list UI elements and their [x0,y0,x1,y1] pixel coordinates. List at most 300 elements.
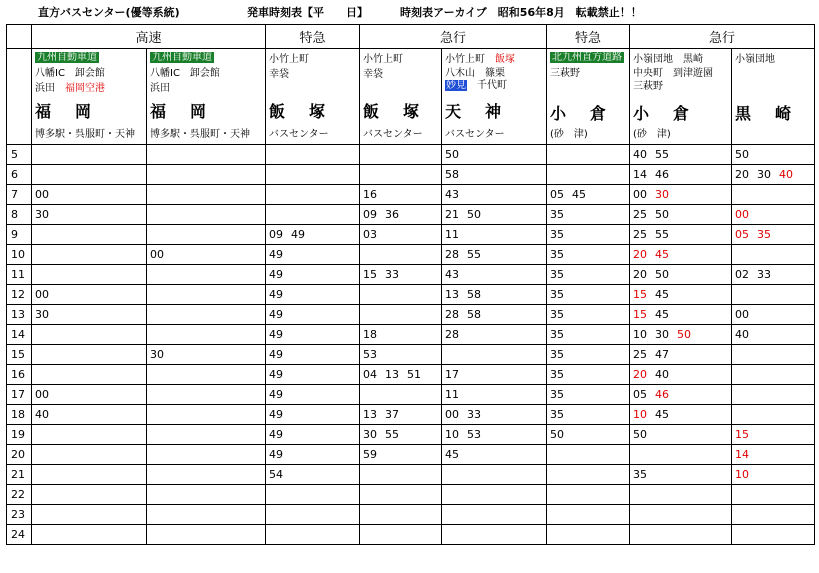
departure-minute: 45 [445,448,459,461]
time-cell [360,485,442,505]
departure-minute-highlight: 15 [735,428,749,441]
hour-row [7,365,815,385]
departure-minute-highlight: 46 [655,388,669,401]
departure-minute: 02 [735,268,749,281]
departure-minute: 30 [35,208,49,221]
route-kokura-express [630,49,732,145]
departure-minute: 35 [550,288,564,301]
departure-minute: 30 [363,428,377,441]
departure-minute: 37 [385,408,399,421]
time-cell [147,325,266,345]
time-cell [442,465,547,485]
hour-row [7,505,815,525]
time-cell [32,405,147,425]
destination: 福 岡 [150,102,211,121]
departure-minute: 00 [445,408,459,421]
time-cell [32,305,147,325]
departure-minute: 50 [445,148,459,161]
time-cell [32,325,147,345]
time-cell [630,505,732,525]
time-cell [266,505,360,525]
departure-minute: 09 [363,208,377,221]
time-cell [32,445,147,465]
departure-minute: 03 [363,228,377,241]
time-cell [266,365,360,385]
time-cell [147,485,266,505]
time-cell [547,145,630,165]
departure-minute-highlight: 30 [655,188,669,201]
time-cell [732,225,815,245]
departure-minute: 49 [269,268,283,281]
timetable [6,24,815,545]
departure-minute: 49 [269,308,283,321]
time-cell [442,265,547,285]
destination-sub: バスセンター [363,129,423,140]
departure-minute: 49 [291,228,305,241]
via-stops: 幸袋 [269,69,289,80]
time-cell [147,365,266,385]
hour-row [7,485,815,505]
departure-minute: 35 [550,228,564,241]
departure-minute: 30 [757,168,771,181]
route-fukuoka [147,49,266,145]
departure-minute: 25 [633,348,647,361]
departure-minute-highlight: 40 [779,168,793,181]
departure-minute: 11 [445,228,459,241]
departure-minute: 49 [269,248,283,261]
departure-minute: 04 [363,368,377,381]
via-stop-highlight: 飯塚 [495,54,515,65]
hour-label: 7 [7,185,32,205]
departure-minute-highlight: 50 [677,328,691,341]
time-cell [630,405,732,425]
hour-row [7,205,815,225]
departure-minute: 50 [655,268,669,281]
departure-minute: 00 [633,188,647,201]
time-cell [32,165,147,185]
route-tag: 九州自動車道 [37,52,97,63]
time-cell [32,285,147,305]
time-cell [732,385,815,405]
category-express-1: 急行 [360,25,547,49]
time-cell [547,365,630,385]
hour-label: 24 [7,525,32,545]
time-cell [32,505,147,525]
time-cell [32,465,147,485]
hour-row [7,305,815,325]
time-cell [547,385,630,405]
category-express-2: 急行 [630,25,815,49]
departure-minute: 00 [735,308,749,321]
time-cell [266,525,360,545]
destination-sub: 博多駅・呉服町・天神 [150,129,250,140]
time-cell [732,145,815,165]
departure-minute: 17 [445,368,459,381]
time-cell [630,445,732,465]
departure-minute-highlight: 35 [757,228,771,241]
route-tenjin [442,49,547,145]
departure-minute: 58 [467,288,481,301]
time-cell [630,145,732,165]
time-cell [732,305,815,325]
departure-minute-highlight: 15 [633,288,647,301]
time-cell [147,185,266,205]
time-cell [266,145,360,165]
time-cell [360,525,442,545]
hour-row [7,525,815,545]
time-cell [360,185,442,205]
time-cell [732,165,815,185]
departure-minute: 35 [550,308,564,321]
time-cell [442,365,547,385]
time-cell [630,525,732,545]
time-cell [547,445,630,465]
departure-minute-highlight: 10 [633,408,647,421]
departure-minute: 00 [150,248,164,261]
departure-minute: 13 [445,288,459,301]
hour-label: 15 [7,345,32,365]
time-cell [147,285,266,305]
route-fukuoka-airport [32,49,147,145]
time-cell [32,365,147,385]
time-cell [266,345,360,365]
time-cell [442,345,547,365]
time-cell [732,205,815,225]
hour-row [7,285,815,305]
time-cell [547,225,630,245]
category-expressway: 高速 [32,25,266,49]
departure-minute: 40 [35,408,49,421]
time-cell [630,285,732,305]
departure-minute: 55 [385,428,399,441]
time-cell [547,185,630,205]
departure-minute: 15 [363,268,377,281]
destination: 小 倉 [633,104,694,123]
departure-minute: 25 [633,208,647,221]
time-cell [147,405,266,425]
departure-minute: 18 [363,328,377,341]
hour-label: 8 [7,205,32,225]
time-cell [360,365,442,385]
hour-label: 19 [7,425,32,445]
time-cell [442,165,547,185]
time-cell [630,345,732,365]
time-cell [732,405,815,425]
departure-minute: 20 [735,168,749,181]
departure-minute: 13 [385,368,399,381]
departure-minute: 35 [550,348,564,361]
departure-minute: 58 [467,308,481,321]
departure-minute-highlight: 20 [633,368,647,381]
time-cell [360,345,442,365]
time-cell [266,445,360,465]
departure-minute: 10 [633,328,647,341]
time-cell [266,225,360,245]
time-cell [630,325,732,345]
time-cell [630,185,732,205]
hour-label: 20 [7,445,32,465]
time-cell [266,305,360,325]
time-cell [442,525,547,545]
hour-row [7,185,815,205]
via-stop-highlight: 福岡空港 [65,83,105,94]
departure-minute: 11 [445,388,459,401]
destination: 黒 崎 [735,104,796,123]
departure-minute: 35 [633,468,647,481]
departure-minute: 35 [550,328,564,341]
time-cell [442,145,547,165]
departure-minute: 20 [633,268,647,281]
hour-label: 22 [7,485,32,505]
time-cell [360,225,442,245]
time-cell [442,305,547,325]
time-cell [147,345,266,365]
hour-label: 17 [7,385,32,405]
departure-minute: 35 [550,268,564,281]
hour-row [7,385,815,405]
hour-row [7,405,815,425]
hour-row [7,465,815,485]
destination: 小 倉 [550,104,611,123]
time-cell [547,345,630,365]
via-stops: 小竹上町 [269,54,309,65]
time-cell [732,445,815,465]
departure-minute: 49 [269,288,283,301]
departure-minute: 28 [445,248,459,261]
departure-minute-highlight: 00 [735,208,749,221]
departure-minute: 45 [655,308,669,321]
time-cell [32,345,147,365]
time-cell [630,365,732,385]
time-cell [732,525,815,545]
departure-minute: 28 [445,308,459,321]
departure-minute: 30 [150,348,164,361]
hour-label: 13 [7,305,32,325]
time-cell [266,245,360,265]
time-cell [360,465,442,485]
departure-minute: 49 [269,448,283,461]
hour-row [7,245,815,265]
time-cell [732,505,815,525]
time-cell [442,285,547,305]
hour-label: 6 [7,165,32,185]
time-cell [360,325,442,345]
time-cell [360,165,442,185]
category-row [7,25,815,49]
via-stops: 八幡IC 卸会館 [150,68,220,79]
time-cell [32,205,147,225]
time-cell [630,245,732,265]
time-cell [147,245,266,265]
hour-label: 18 [7,405,32,425]
time-cell [147,525,266,545]
departure-minute: 53 [363,348,377,361]
time-cell [547,465,630,485]
time-cell [147,265,266,285]
corner-cell [7,49,32,145]
via-stop: 浜田 [35,83,55,94]
departure-minute-highlight: 45 [655,248,669,261]
departure-minute-highlight: 14 [735,448,749,461]
time-cell [442,445,547,465]
hour-row [7,425,815,445]
hour-label: 5 [7,145,32,165]
via-stop: 小竹上町 [445,54,485,65]
departure-minute: 36 [385,208,399,221]
departure-minute: 28 [445,328,459,341]
corner-cell [7,25,32,49]
departure-minute: 25 [633,228,647,241]
time-cell [630,165,732,185]
time-cell [732,365,815,385]
time-cell [360,265,442,285]
departure-minute: 45 [655,408,669,421]
destination-sub: (砂 津) [633,129,671,140]
departure-minute: 43 [445,188,459,201]
time-cell [630,385,732,405]
departure-minute: 50 [655,208,669,221]
departure-minute: 50 [633,428,647,441]
departure-minute: 55 [467,248,481,261]
time-cell [266,285,360,305]
departure-minute: 49 [269,348,283,361]
via-stops: 三萩野 [633,81,663,92]
departure-minute: 33 [385,268,399,281]
time-cell [147,465,266,485]
departure-minute: 49 [269,368,283,381]
time-cell [360,445,442,465]
time-cell [360,425,442,445]
company-title: 直方バスセンター(優等系統) [38,6,180,19]
time-cell [32,145,147,165]
time-cell [547,305,630,325]
departure-minute: 40 [735,328,749,341]
departure-minute: 43 [445,268,459,281]
time-cell [266,265,360,285]
departure-minute: 50 [550,428,564,441]
departure-minute: 33 [467,408,481,421]
time-cell [547,165,630,185]
route-iizuka-express [360,49,442,145]
time-cell [32,225,147,245]
departure-minute: 59 [363,448,377,461]
departure-minute: 45 [572,188,586,201]
time-cell [547,525,630,545]
time-cell [147,445,266,465]
departure-minute: 00 [35,388,49,401]
time-cell [547,425,630,445]
via-stops: 小嶺団地 [735,54,775,65]
time-cell [147,205,266,225]
departure-minute: 14 [633,168,647,181]
destination: 福 岡 [35,102,96,121]
departure-minute: 33 [757,268,771,281]
time-cell [732,325,815,345]
time-cell [147,165,266,185]
route-kurosaki [732,49,815,145]
time-cell [630,425,732,445]
route-kokura-limited [547,49,630,145]
hour-label: 23 [7,505,32,525]
archive-note: 時刻表アーカイブ 昭和56年8月 転載禁止！！ [400,6,642,19]
time-cell [266,425,360,445]
hour-label: 11 [7,265,32,285]
time-cell [32,185,147,205]
time-cell [442,225,547,245]
hour-label: 9 [7,225,32,245]
departure-minute: 13 [363,408,377,421]
time-cell [630,305,732,325]
time-cell [630,265,732,285]
departure-minute: 58 [445,168,459,181]
via-stops: 中央町 到津遊園 [633,68,713,79]
time-cell [547,285,630,305]
time-cell [732,425,815,445]
hour-row [7,145,815,165]
time-cell [266,165,360,185]
destination-row [7,49,815,145]
destination-sub: 博多駅・呉服町・天神 [35,129,135,140]
time-cell [32,265,147,285]
time-cell [147,425,266,445]
destination: 飯 塚 [363,102,424,121]
time-cell [147,385,266,405]
time-cell [32,425,147,445]
time-cell [442,245,547,265]
departure-minute: 49 [269,408,283,421]
route-iizuka-limited [266,49,360,145]
time-cell [630,485,732,505]
time-cell [547,505,630,525]
time-cell [147,225,266,245]
hour-label: 10 [7,245,32,265]
via-stops: 小嶺団地 黒崎 [633,54,703,65]
destination: 飯 塚 [269,102,330,121]
hour-label: 21 [7,465,32,485]
time-cell [360,405,442,425]
table-type: 発車時刻表【平 日】 [247,6,368,19]
time-cell [732,465,815,485]
departure-minute: 46 [655,168,669,181]
departure-minute: 35 [550,408,564,421]
time-cell [32,245,147,265]
departure-minute: 49 [269,328,283,341]
departure-minute: 35 [550,368,564,381]
hour-row [7,345,815,365]
hour-row [7,225,815,245]
departure-minute: 35 [550,388,564,401]
hour-row [7,165,815,185]
time-cell [360,205,442,225]
hour-label: 16 [7,365,32,385]
time-cell [442,405,547,425]
time-cell [266,485,360,505]
category-limited-express-2: 特急 [547,25,630,49]
departure-minute: 50 [467,208,481,221]
departure-minute: 49 [269,388,283,401]
departure-minute: 49 [269,428,283,441]
via-stops: 幸袋 [363,69,383,80]
departure-minute: 10 [445,428,459,441]
departure-minute: 50 [735,148,749,161]
route-tag: 北九州直方道路 [552,52,622,63]
hour-row [7,445,815,465]
time-cell [547,405,630,425]
departure-minute-highlight: 15 [633,308,647,321]
departure-minute: 40 [633,148,647,161]
time-cell [266,385,360,405]
departure-minute-highlight: 10 [735,468,749,481]
